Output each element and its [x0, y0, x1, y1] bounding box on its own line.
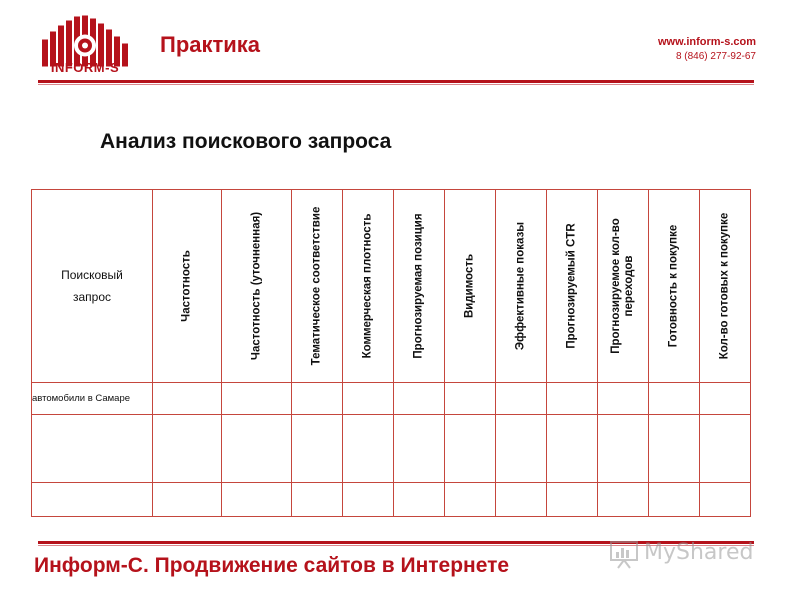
row-query-label — [32, 415, 153, 483]
table-cell — [153, 483, 222, 517]
table-cell — [700, 383, 751, 415]
header-divider — [38, 80, 754, 83]
table-cell — [496, 383, 547, 415]
presentation-icon — [608, 538, 640, 570]
table-cell — [496, 415, 547, 483]
header-frequency-refined: Частотность (уточненная) — [222, 190, 292, 383]
table-cell — [292, 483, 343, 517]
table-cell — [445, 415, 496, 483]
table-cell — [445, 383, 496, 415]
table-cell — [649, 415, 700, 483]
table-row — [32, 415, 751, 483]
section-title: Практика — [160, 32, 261, 57]
table-cell — [700, 483, 751, 517]
table-header-row — [32, 190, 751, 383]
table-row — [32, 483, 751, 517]
table-row — [32, 383, 751, 415]
table-cell — [153, 383, 222, 415]
query-analysis-table — [31, 189, 751, 517]
table-cell — [445, 483, 496, 517]
watermark — [608, 536, 768, 572]
header-frequency: Частотность — [153, 190, 222, 383]
header-visibility: Видимость — [445, 190, 496, 383]
table-cell — [598, 383, 649, 415]
table-cell — [649, 483, 700, 517]
table-cell — [496, 483, 547, 517]
phone-number: 8 (846) 277-92-67 — [675, 51, 756, 62]
table-cell — [547, 415, 598, 483]
table-cell — [547, 383, 598, 415]
table-cell — [394, 383, 445, 415]
header-search-query: Поисковый запрос — [32, 190, 153, 383]
table-cell — [394, 483, 445, 517]
table-cell — [649, 383, 700, 415]
header-forecast-position: Прогнозируемая позиция — [394, 190, 445, 383]
table-cell — [153, 415, 222, 483]
header-forecast-ctr: Прогнозируемый CTR — [547, 190, 598, 383]
website-link[interactable]: www.inform-s.com — [658, 36, 756, 48]
contact-block — [658, 36, 756, 62]
row-query-label: автомобили в Самаре — [32, 383, 153, 415]
table-cell — [343, 483, 394, 517]
table-cell — [222, 383, 292, 415]
table-cell — [343, 383, 394, 415]
table-cell — [700, 415, 751, 483]
watermark-text: MyShared — [644, 540, 754, 565]
table-cell — [598, 415, 649, 483]
table-cell — [222, 415, 292, 483]
table-cell — [222, 483, 292, 517]
slide-title: Анализ поискового запроса — [100, 130, 392, 153]
header-purchase-readiness: Готовность к покупке — [649, 190, 700, 383]
header-thematic-relevance: Тематическое соответствие — [292, 190, 343, 383]
header-ready-buyers-count: Кол-во готовых к покупке — [700, 190, 751, 383]
table-cell — [343, 415, 394, 483]
header-forecast-clicks: Прогнозируемое кол-во переходов — [598, 190, 649, 383]
footer-text: Информ-С. Продвижение сайтов в Интернете — [34, 554, 510, 577]
table-cell — [547, 483, 598, 517]
header-divider-thin — [38, 84, 754, 85]
table-cell — [292, 415, 343, 483]
logo-text: INFORM-S — [50, 60, 120, 75]
table-cell — [292, 383, 343, 415]
table-cell — [394, 415, 445, 483]
header-commercial-density: Коммерческая плотность — [343, 190, 394, 383]
row-query-label — [32, 483, 153, 517]
header-effective-impressions: Эффективные показы — [496, 190, 547, 383]
table-cell — [598, 483, 649, 517]
